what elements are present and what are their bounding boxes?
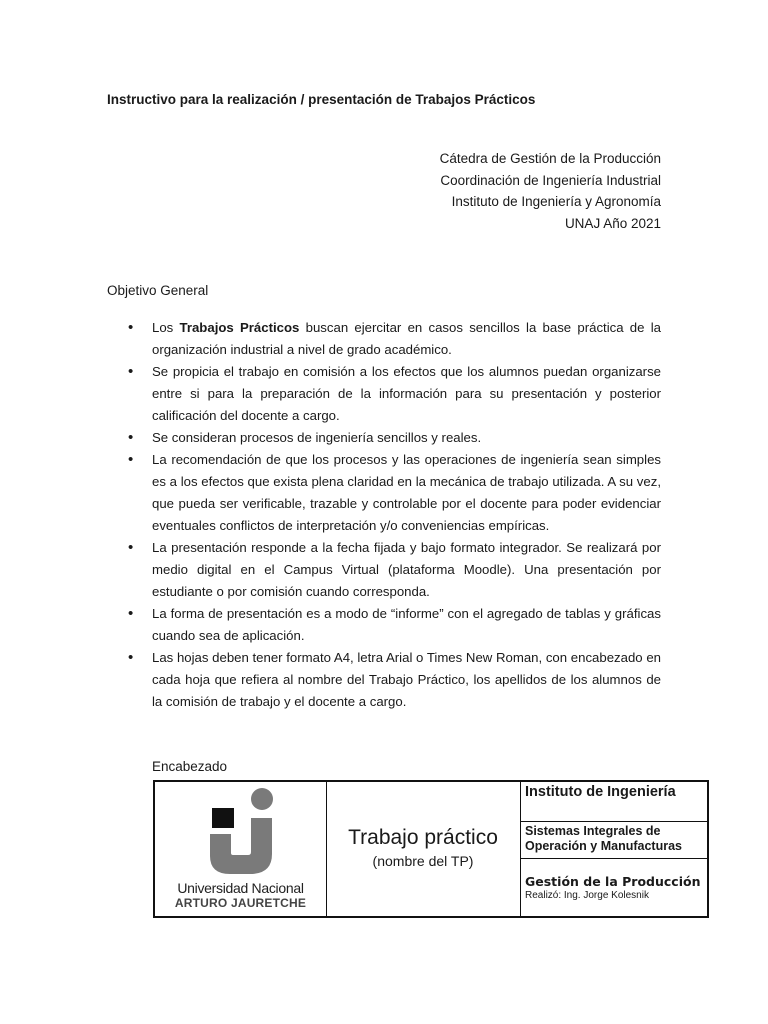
info-cell <box>521 782 707 916</box>
affiliation-line: Instituto de Ingeniería y Agronomía <box>451 194 661 209</box>
subject-name <box>525 824 682 854</box>
affiliation-line: Cátedra de Gestión de la Producción <box>439 151 661 166</box>
logo-cell <box>155 782 327 916</box>
objectives-list <box>107 317 661 713</box>
bullet-rest: buscan ejercitar en casos sencillos la base práctica de la organización industrial a nivel de grado académico. <box>152 320 661 357</box>
affiliation-line: Coordinación de Ingeniería Industrial <box>440 172 661 188</box>
header-example-table <box>153 780 709 918</box>
list-item: • La recomendación de que los procesos y las operaciones de ingeniería sean simples es a los efectos que exista plena claridad en la mecánica de trabajo utilizada. A su vez, que pueda ser verificable, trazable y controlable por el docente para poder evidenciar eventuales conflictos de interpretación y/o conveniencias empíricas. <box>107 449 661 537</box>
tp-cell <box>326 782 521 916</box>
course-row <box>521 858 707 916</box>
list-item: • Las hojas deben tener formato A4, letra Arial o Times New Roman, con encabezado en cada hoja que refiera al nombre del Trabajo Práctico, los apellidos de los alumnos de la comisión de trabajo y el docente a cargo. <box>107 647 661 713</box>
institute-name: Instituto de Ingeniería <box>525 784 676 800</box>
list-item: • La presentación responde a la fecha fijada y bajo formato integrador. Se realizará por medio digital en el Campus Virtual (plataforma Moodle). Una presentación por estudiante o por comisión cuando corresponda. <box>107 537 661 603</box>
list-item: • Se consideran procesos de ingeniería sencillos y reales. <box>107 427 661 449</box>
list-item: • La forma de presentación es a modo de “informe” con el agregado de tablas y gráficas cuando sea de aplicación. <box>107 603 661 647</box>
subject-line: Operación y Manufacturas <box>525 839 682 853</box>
logo-text-line2: ARTURO JAURETCHE <box>174 896 307 910</box>
bullet-prefix: Los <box>152 320 180 335</box>
section-title: Objetivo General <box>107 283 209 298</box>
affiliation-line: UNAJ Año 2021 <box>564 215 661 231</box>
tp-subtitle: (nombre del TP) <box>372 853 474 869</box>
list-item: • Se propicia el trabajo en comisión a los efectos que los alumnos puedan organizarse entre si para la preparación de la información para su presentación y posterior calificación del docente a cargo. <box>107 361 661 427</box>
bullet-bold-term: Trabajos Prácticos <box>179 320 300 335</box>
logo-text-line1: Universidad Nacional <box>177 880 304 896</box>
author-line: Realizó: Ing. Jorge Kolesnik <box>525 890 649 901</box>
list-item <box>107 317 661 361</box>
document-title: Instructivo para la realización / presentación de Trabajos Prácticos <box>107 92 536 107</box>
university-logo-icon <box>175 784 305 884</box>
subject-line: Sistemas Integrales de <box>525 824 661 838</box>
tp-title: Trabajo práctico <box>348 826 498 849</box>
subject-row <box>521 821 707 859</box>
course-name: Gestión de la Producción <box>525 874 701 889</box>
header-example-label: Encabezado <box>152 759 228 774</box>
affiliation-block <box>440 148 661 234</box>
institute-row <box>521 782 707 822</box>
